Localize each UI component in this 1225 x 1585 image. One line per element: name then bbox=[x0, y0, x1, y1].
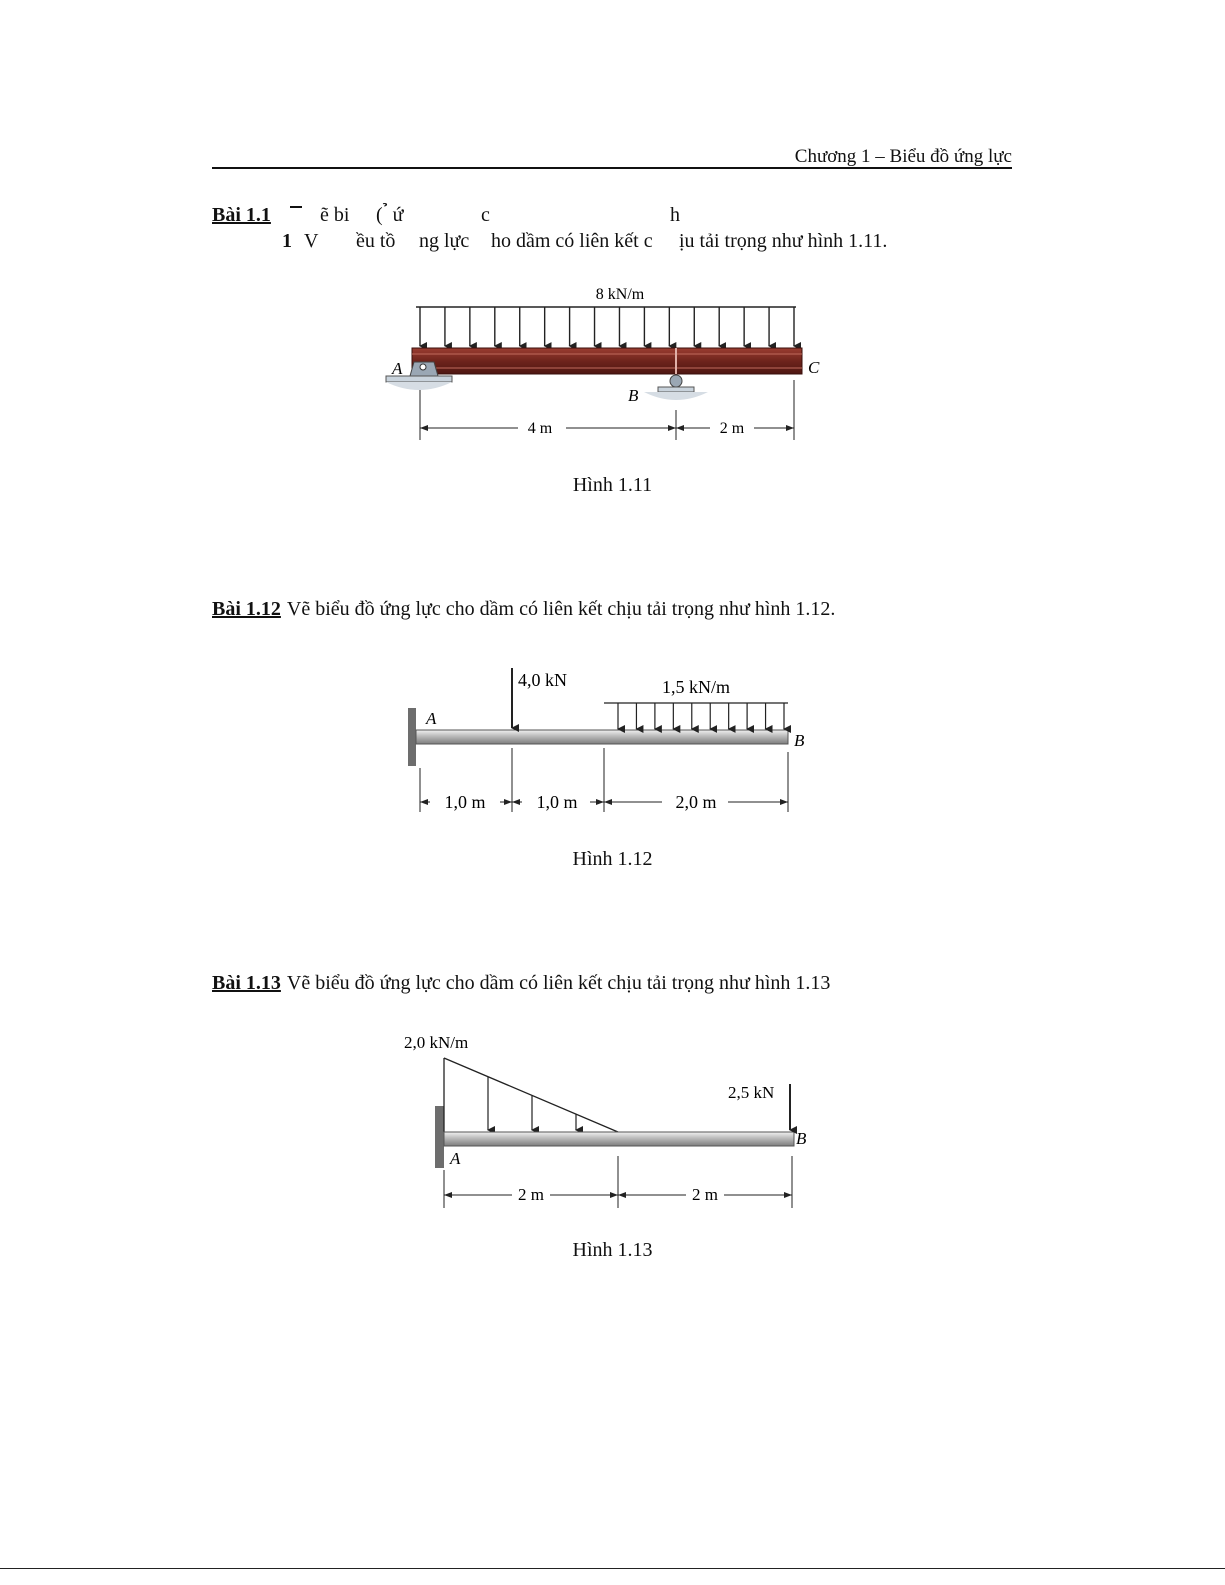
label-c: C bbox=[808, 358, 820, 377]
figure-caption: Hình 1.13 bbox=[572, 1239, 653, 1261]
point-load-label: 4,0 kN bbox=[518, 670, 567, 690]
figure-caption: Hình 1.11 bbox=[572, 474, 653, 496]
dim-3-label: 2,0 m bbox=[675, 792, 717, 812]
distributed-load-arrows bbox=[420, 307, 794, 346]
beam bbox=[416, 730, 788, 744]
dim-bc-label: 2 m bbox=[719, 420, 745, 437]
text-fragment: V bbox=[304, 230, 319, 252]
load-label: 8 kN/m bbox=[595, 286, 645, 303]
text-fragment: ịu tải trọng như hình 1.11. bbox=[679, 230, 888, 252]
text-fragment: c bbox=[481, 204, 490, 226]
dim-ab-label: 4 m bbox=[527, 420, 553, 437]
problem-number-fragment: 1 bbox=[282, 230, 292, 252]
text-fragment: ng lực bbox=[419, 230, 470, 252]
dist-load-label: 1,5 kN/m bbox=[661, 677, 731, 697]
problem-label: Bài 1.13 bbox=[212, 972, 281, 994]
distributed-load-arrows bbox=[618, 703, 784, 729]
fixed-support-wall bbox=[408, 708, 416, 766]
point-load-label: 2,5 kN bbox=[728, 1083, 775, 1102]
text-fragment: ẽ bi bbox=[320, 204, 350, 226]
beam bbox=[444, 1132, 794, 1146]
text-fragment: ho dầm có liên kết c bbox=[491, 230, 653, 252]
header-rule bbox=[212, 167, 1012, 169]
dim-2-label: 2 m bbox=[692, 1185, 718, 1204]
problem-1-13 bbox=[212, 972, 830, 995]
dim-2-label: 1,0 m bbox=[536, 792, 578, 812]
label-a: A bbox=[450, 1149, 461, 1168]
label-b: B bbox=[796, 1129, 807, 1148]
problem-label: Bài 1.12 bbox=[212, 598, 281, 620]
tri-load-slope bbox=[444, 1058, 618, 1132]
label-b: B bbox=[628, 386, 639, 405]
problem-label: Bài 1.1 bbox=[212, 204, 271, 226]
chapter-header: Chương 1 – Biểu đồ ứng lực bbox=[794, 146, 1012, 167]
problem-text: Vẽ biểu đồ ứng lực cho dầm có liên kết chịu tải trọng như hình 1.12. bbox=[286, 598, 836, 620]
figure-1-12 bbox=[400, 660, 830, 830]
dim-1-label: 2 m bbox=[518, 1185, 544, 1204]
problem-text: Vẽ biểu đồ ứng lực cho dầm có liên kết chịu tải trọng như hình 1.13 bbox=[286, 972, 831, 994]
roller-support-b bbox=[644, 375, 708, 400]
label-a: A bbox=[392, 359, 403, 378]
text-fragment: ều tồ bbox=[356, 230, 396, 252]
page-bottom-edge bbox=[0, 1568, 1225, 1569]
distributed-load-arrows bbox=[488, 1077, 576, 1130]
label-b: B bbox=[794, 731, 805, 750]
problem-1-12 bbox=[212, 598, 835, 621]
fixed-support-wall bbox=[435, 1106, 444, 1168]
figure-1-13 bbox=[400, 1028, 830, 1218]
label-a: A bbox=[426, 709, 437, 728]
beam bbox=[412, 348, 802, 374]
figure-caption: Hình 1.12 bbox=[572, 848, 653, 870]
tri-load-label: 2,0 kN/m bbox=[404, 1033, 469, 1052]
dim-1-label: 1,0 m bbox=[444, 792, 486, 812]
figure-1-11 bbox=[380, 280, 840, 450]
text-fragment: h bbox=[670, 204, 680, 226]
text-fragment: ( ̉ ứ bbox=[376, 204, 404, 226]
underline-fragment bbox=[290, 204, 302, 208]
